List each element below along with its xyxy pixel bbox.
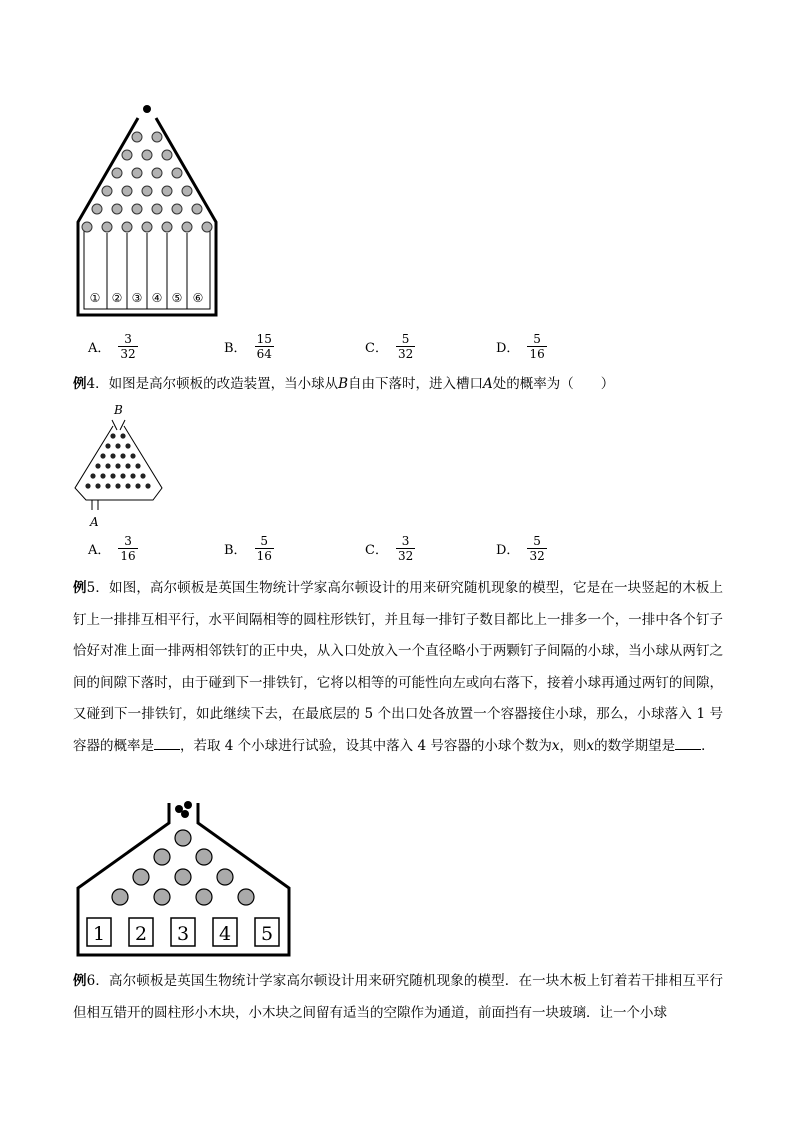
container-number: 2 bbox=[134, 923, 148, 945]
option-b: B． $\frac{15}{64}$ bbox=[224, 332, 272, 361]
option-d: D． $\frac{5}{32}$ bbox=[496, 534, 545, 563]
fraction: $\frac{3}{16}$ bbox=[120, 534, 136, 563]
label-b: B bbox=[114, 403, 123, 417]
option-c: C． $\frac{3}{32}$ bbox=[365, 534, 414, 563]
container-number: 3 bbox=[176, 923, 190, 945]
option-c: C． $\frac{5}{32}$ bbox=[365, 332, 414, 361]
galton-board-figure-2 bbox=[70, 400, 170, 530]
q4-options bbox=[88, 534, 688, 574]
slot-number: ④ bbox=[151, 291, 163, 305]
fraction: $\frac{5}{32}$ bbox=[397, 332, 414, 361]
ball bbox=[184, 801, 192, 809]
label-a: A bbox=[90, 515, 99, 529]
fraction: $\frac{5}{32}$ bbox=[529, 534, 545, 563]
falling-ball bbox=[143, 105, 151, 113]
slot-number: ⑤ bbox=[171, 291, 183, 305]
container-number: 1 bbox=[92, 923, 106, 945]
fraction: $\frac{3}{32}$ bbox=[397, 534, 414, 563]
galton-board-figure-3 bbox=[75, 798, 295, 960]
peg-grid bbox=[112, 830, 254, 905]
ball bbox=[181, 810, 189, 818]
container-number: 5 bbox=[260, 923, 274, 945]
fraction: $\frac{15}{64}$ bbox=[256, 332, 272, 361]
option-b: B． $\frac{5}{16}$ bbox=[224, 534, 272, 563]
q4-question: 例4．如图是高尔顿板的改造装置，当小球从B自由下落时，进入槽口A处的概率为（ ） bbox=[73, 376, 615, 392]
option-a: A． $\frac{3}{32}$ bbox=[88, 332, 136, 361]
fraction: $\frac{5}{16}$ bbox=[529, 332, 545, 361]
galton-board-figure-1 bbox=[70, 100, 220, 320]
slot-number: ③ bbox=[131, 291, 143, 305]
q6-question: 例6．高尔顿板是英国生物统计学家高尔顿设计用来研究随机现象的模型．在一块木板上钉着若干排相互平行但相互错开的圆柱形小木块，小木块之间留有适当的空隙作为通道，前面挡有一块玻璃．让一个小球 bbox=[73, 973, 724, 1021]
fraction: $\frac{3}{32}$ bbox=[120, 332, 136, 361]
peg-grid bbox=[85, 433, 150, 488]
q5-question: 例5．如图，高尔顿板是英国生物统计学家高尔顿设计的用来研究随机现象的模型，它是在一块竖起的木板上钉上一排排互相平行，水平间隔相等的圆柱形铁钉，并且每一排钉子数目都比上一排多一个，一排中各个钉子恰好对准上面一排两相邻铁钉的正中央，从入口处放入一个直径略小于两颗钉子间隔的小球，当小球从两钉之间的间隙下落时，由于碰到下一排铁钉，它将以相等的可能性向左或向右落下，接着小球再通过两钉的间隙，又碰到下一排铁钉，如此继续下去，在最底层的 5 个出口处各放置一个容器接住小球，那么，小球落入 1 号容器的概率是 ，若取 4 个小球进行试验，设其中落入 4 号容器的小球个数为x，则x的数学期望是 ． bbox=[73, 580, 724, 754]
answer-blank[interactable] bbox=[154, 737, 180, 750]
option-a: A． $\frac{3}{16}$ bbox=[88, 534, 136, 563]
q3-options bbox=[88, 332, 688, 372]
slot-number: ① bbox=[89, 291, 101, 305]
slot-number: ⑥ bbox=[192, 291, 204, 305]
board-outline bbox=[75, 426, 162, 500]
fraction: $\frac{5}{16}$ bbox=[256, 534, 272, 563]
slot-number: ② bbox=[111, 291, 123, 305]
container-number: 4 bbox=[218, 923, 232, 945]
answer-blank[interactable] bbox=[675, 737, 701, 750]
option-d: D． $\frac{5}{16}$ bbox=[496, 332, 545, 361]
